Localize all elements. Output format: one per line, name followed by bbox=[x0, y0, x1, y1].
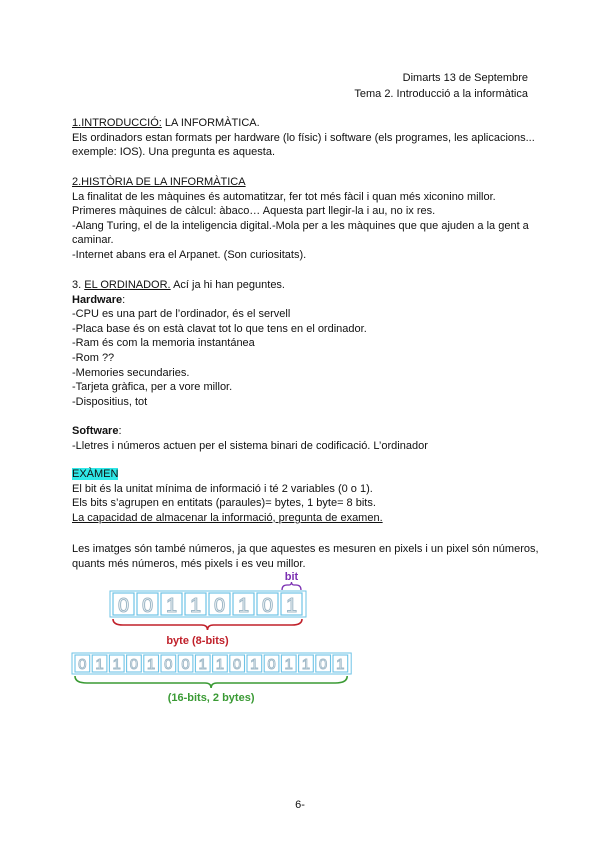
software-heading: Software: bbox=[72, 424, 122, 437]
word-bit-digit: 0 bbox=[78, 656, 87, 673]
paragraph-turing: -Alang Turing, el de la inteligencia digital.-Mola per a les màquines que que ajuden a la gent a caminar. bbox=[72, 219, 529, 247]
byte-bit-digit: 1 bbox=[189, 595, 202, 617]
word-bit-digit: 1 bbox=[284, 656, 293, 673]
paragraph-line: Primeres màquines de càlcul: àbaco… Aquesta part llegir-la i au, no ix res. bbox=[72, 205, 436, 218]
section-3-title: 3. EL ORDINADOR. Ací ja hi han peguntes. bbox=[72, 279, 285, 291]
list-item: -CPU es una part de l’ordinador, és el servell bbox=[72, 308, 291, 321]
byte-bit-digit: 1 bbox=[237, 595, 250, 617]
header-date: Dimarts 13 de Septembre bbox=[402, 72, 528, 84]
list-item: -Tarjeta gràfica, per a vore millor. bbox=[72, 381, 233, 394]
word-bit-digit: 0 bbox=[164, 656, 173, 673]
word-bit-digit: 0 bbox=[267, 656, 276, 673]
word-bit-digit: 1 bbox=[336, 656, 345, 673]
word-bit-digit: 1 bbox=[250, 656, 259, 673]
byte-bit-digit: 0 bbox=[117, 595, 130, 617]
word-bit-digit: 0 bbox=[232, 656, 242, 673]
byte-bit-digit: 1 bbox=[285, 595, 298, 617]
images-text: Les imatges són també números, ja que aquestes es mesuren en pixels i un pixel són números, quants més números, més pixels i es veu millor. bbox=[72, 543, 539, 570]
paragraph-line: La finalitat de les màquines és automatitzar, fer tot més fàcil i quan més xiconino millor. bbox=[72, 190, 496, 203]
word-bit-digit: 0 bbox=[181, 656, 190, 673]
page-number: 6- bbox=[295, 799, 305, 811]
word-bit-digit: 1 bbox=[301, 656, 311, 673]
list-item: -Memories secundaries. bbox=[72, 366, 190, 379]
word-bit-digit: 0 bbox=[129, 656, 139, 673]
word-bit-digit: 1 bbox=[198, 656, 207, 673]
list-item: -Ram és com la memoria instantánea bbox=[72, 337, 255, 350]
byte-label: byte (8-bits) bbox=[166, 635, 229, 647]
word-bit-digit: 1 bbox=[95, 656, 104, 673]
byte-bit-digit: 0 bbox=[141, 595, 154, 617]
section-1-title: 1.INTRODUCCIÓ: LA INFORMÀTICA. bbox=[72, 117, 260, 129]
word-bit-digit: 1 bbox=[146, 656, 156, 673]
hardware-heading: Hardware: bbox=[72, 293, 126, 306]
paragraph-internet: -Internet abans era el Arpanet. (Son curiositats). bbox=[72, 248, 307, 261]
byte-bit-digit: 0 bbox=[261, 595, 274, 617]
byte-bit-digit: 1 bbox=[165, 595, 178, 617]
bit-brace bbox=[282, 582, 301, 590]
word-bit-digit: 1 bbox=[112, 656, 121, 673]
word-label: (16-bits, 2 bytes) bbox=[167, 692, 255, 704]
word-brace bbox=[75, 676, 347, 688]
section-2-title: 2.HISTÒRIA DE LA INFORMÀTICA bbox=[72, 176, 246, 188]
byte-brace bbox=[113, 619, 302, 630]
word-bit-digit: 0 bbox=[318, 656, 328, 673]
list-item: -Rom ?? bbox=[72, 351, 115, 364]
exam-line: El bit és la unitat mínima de informació i té 2 variables (0 o 1). bbox=[72, 482, 373, 495]
word-bit-digit: 1 bbox=[215, 656, 225, 673]
list-item: -Dispositius, tot bbox=[72, 395, 148, 408]
list-item: -Placa base és on està clavat tot lo que tens en el ordinador. bbox=[72, 322, 367, 335]
byte-bit-digit: 0 bbox=[213, 595, 226, 617]
exam-line: Els bits s’agrupen en entitats (paraules)= bytes, 1 byte= 8 bits. bbox=[72, 497, 376, 510]
header-topic: Tema 2. Introducció a la informàtica bbox=[354, 88, 528, 100]
software-text: -Lletres i números actuen per el sistema binari de codificació. L’ordinador bbox=[72, 439, 428, 452]
section-1-text: Els ordinadors estan formats per hardware (lo físic) i software (els programes, les aplicacions... exemple: IOS). Una pregunta es aquesta. bbox=[72, 131, 535, 159]
exam-underlined: La capacidad de almacenar la informació, pregunta de examen. bbox=[72, 511, 383, 524]
bit-label: bit bbox=[284, 571, 299, 583]
exam-title: EXÀMEN bbox=[72, 468, 119, 480]
